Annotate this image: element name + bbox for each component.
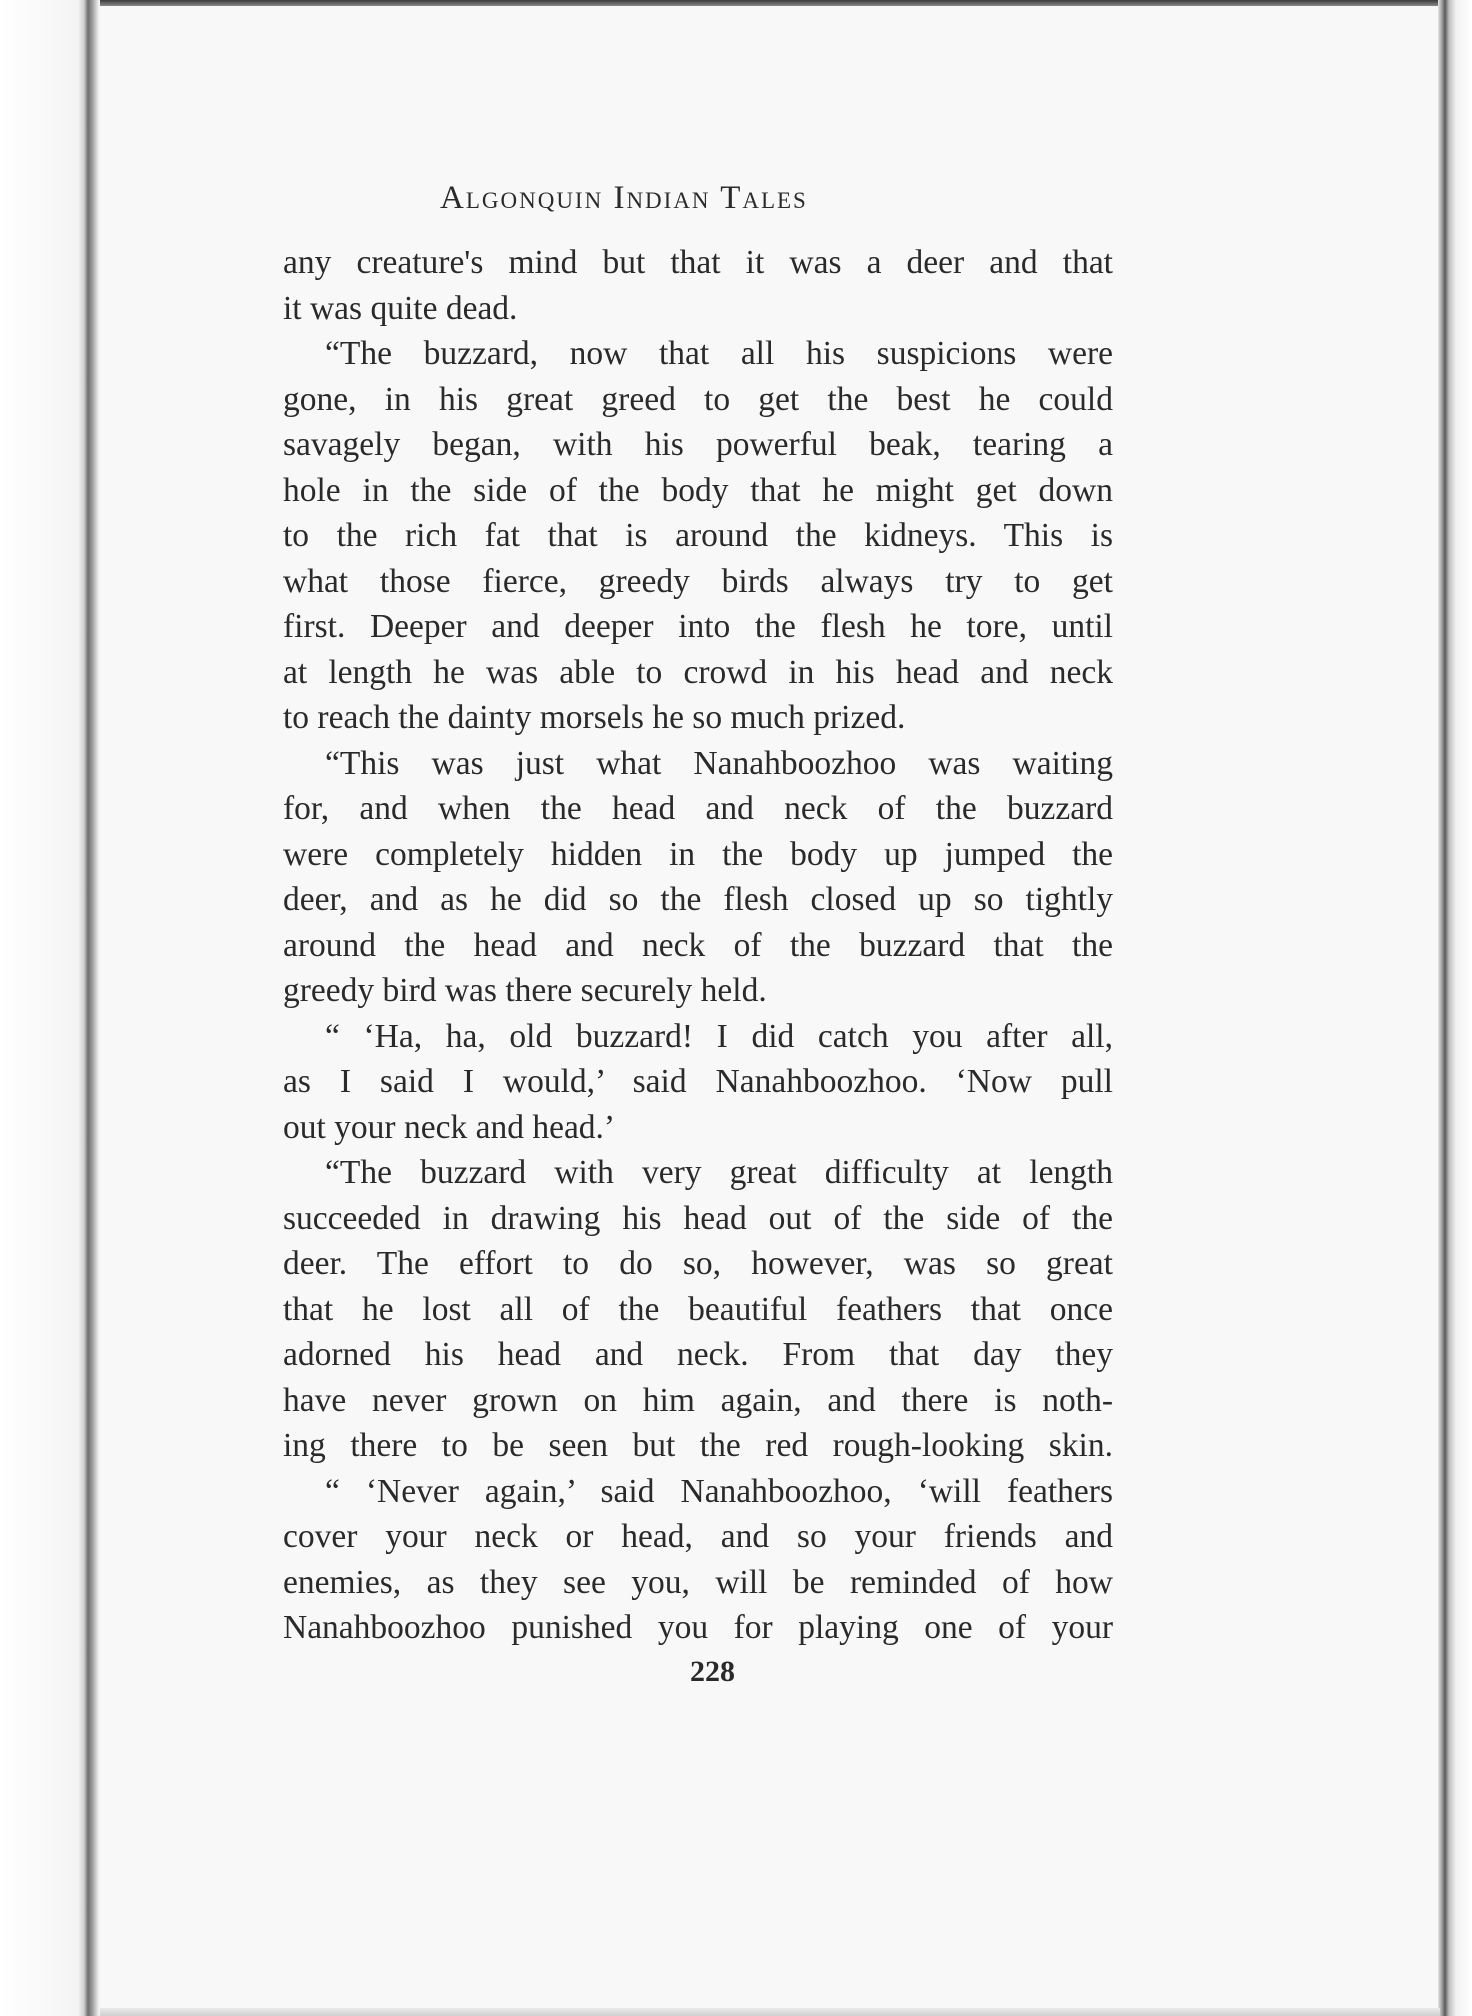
- text-line: greedy bird was there securely held.: [283, 972, 767, 1009]
- text-line: around the head and neck of the buzzard that the: [283, 926, 1113, 964]
- text-line: deer. The effort to do so, however, was so great: [283, 1245, 1113, 1282]
- text-line: hole in the side of the body that he might get down: [283, 471, 1113, 509]
- text-line: to the rich fat that is around the kidneys. This is: [283, 517, 1113, 554]
- text-line: cover your neck or head, and so your friends and: [283, 1518, 1113, 1555]
- text-line: succeeded in drawing his head out of the side of the: [283, 1199, 1113, 1237]
- text-line: were completely hidden in the body up jumped the: [283, 835, 1113, 873]
- text-line: any creature's mind but that it was a deer and that: [283, 244, 1113, 281]
- text-line: out your neck and head.’: [283, 1108, 616, 1146]
- text-line: “ ‘Never again,’ said Nanahboozhoo, ‘will feathers: [325, 1472, 1113, 1510]
- text-line: Nanahboozhoo punished you for playing one of your: [283, 1609, 1113, 1646]
- text-line: savagely began, with his powerful beak, tearing a: [283, 426, 1113, 463]
- text-line: gone, in his great greed to get the best he could: [283, 380, 1113, 418]
- text-line: deer, and as he did so the flesh closed up so tightly: [283, 881, 1113, 918]
- text-line: as I said I would,’ said Nanahboozhoo. ‘Now pull: [283, 1063, 1113, 1100]
- text-line: what those fierce, greedy birds always try to get: [283, 562, 1113, 600]
- text-line: ing there to be seen but the red rough-looking skin.: [283, 1427, 1113, 1464]
- text-line: “The buzzard with very great difficulty at length: [325, 1154, 1113, 1191]
- text-line: enemies, as they see you, will be reminded of how: [283, 1563, 1113, 1601]
- left-binding-shadow: [0, 0, 100, 2016]
- text-line: have never grown on him again, and there is noth-: [283, 1381, 1113, 1419]
- text-line: “ ‘Ha, ha, old buzzard! I did catch you after all,: [325, 1017, 1113, 1055]
- text-line: it was quite dead.: [283, 289, 518, 327]
- text-line: “This was just what Nanahboozhoo was waiting: [325, 744, 1113, 782]
- text-line: at length he was able to crowd in his head and neck: [283, 653, 1113, 691]
- text-line: adorned his head and neck. From that day they: [283, 1336, 1113, 1373]
- body-text: [283, 240, 1113, 1651]
- text-line: “The buzzard, now that all his suspicions were: [325, 335, 1113, 372]
- text-line: to reach the dainty morsels he so much prized.: [283, 699, 906, 736]
- text-line: for, and when the head and neck of the buzzard: [283, 790, 1113, 827]
- text-line: that he lost all of the beautiful feathers that once: [283, 1290, 1113, 1328]
- right-page-edge: [1438, 0, 1472, 2016]
- running-head: Algonquin Indian Tales: [440, 180, 808, 216]
- text-line: first. Deeper and deeper into the flesh he tore, until: [283, 608, 1113, 645]
- page-number: 228: [690, 1655, 735, 1688]
- bottom-page-edge: [100, 2008, 1440, 2016]
